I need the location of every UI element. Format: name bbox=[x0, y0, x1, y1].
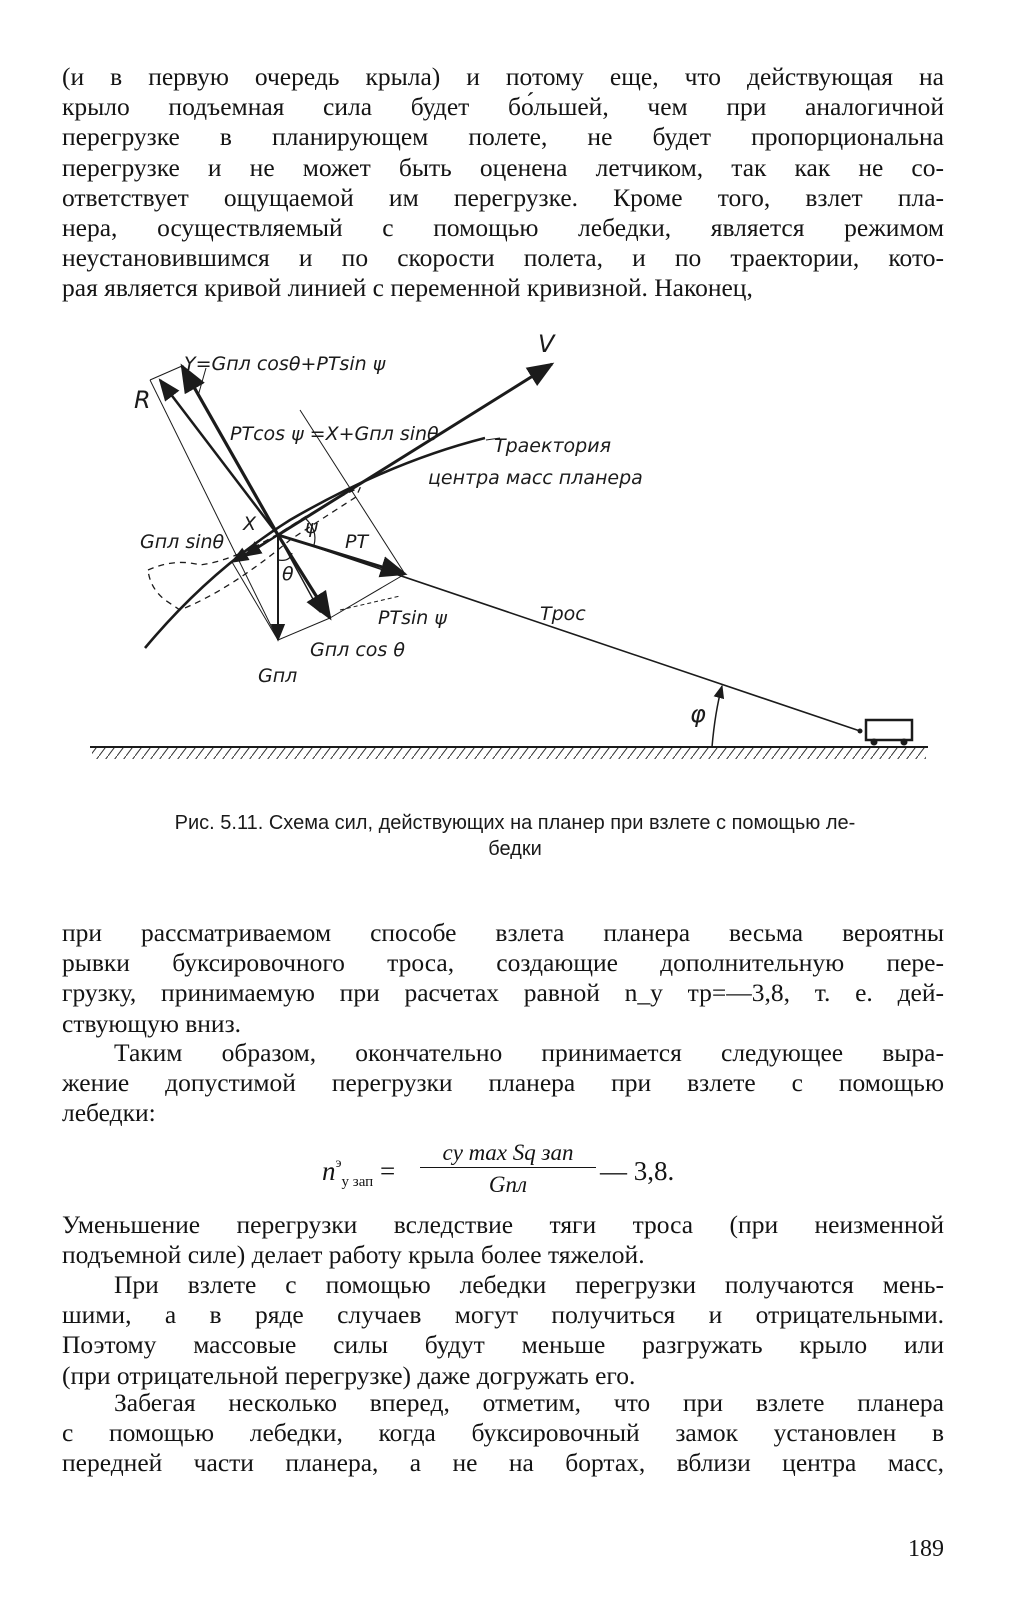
text-line: (и в первую очередь крыла) и потому еще, что действующая на bbox=[62, 62, 944, 91]
text-line: лебедки: bbox=[62, 1098, 156, 1128]
formula-numerator: cy max Sq зап bbox=[420, 1140, 596, 1168]
text-line: (при отрицательной перегрузке) даже догружать его. bbox=[62, 1360, 636, 1390]
label-g-cos: Gпл cos θ bbox=[310, 639, 405, 661]
text-line: Поэтому массовые силы будут меньше разгружать крыло или bbox=[62, 1330, 944, 1360]
text-line: шими, а в ряде случаев могут получиться и отрицательными. bbox=[62, 1300, 944, 1330]
text-line: жение допустимой перегрузки планера при взлете с помощью bbox=[62, 1068, 944, 1098]
paragraph-4 bbox=[62, 1210, 944, 1270]
text-line: перегрузке и не может быть оценена летчиком, так как не со- bbox=[62, 152, 944, 182]
formula-lhs: $n^э_{y зап}$ = bbox=[322, 1156, 396, 1190]
label-pt-sin: PТsin ψ bbox=[378, 607, 447, 629]
resultant-vector-r bbox=[160, 380, 278, 535]
text-line: ствующую вниз. bbox=[62, 1008, 242, 1038]
angle-phi-arc bbox=[712, 686, 722, 747]
label-r: R bbox=[134, 386, 151, 414]
text-line: грузку, принимаемую при расчетах равной n_y тр=—3,8, т. е. дей- bbox=[62, 978, 944, 1008]
label-g: Gпл bbox=[258, 665, 298, 687]
label-x: X bbox=[243, 513, 257, 535]
force-diagram bbox=[0, 310, 1030, 790]
label-psi: ψ bbox=[305, 516, 318, 538]
text-line: подъемной силе) делает работу крыла более тяжелой. bbox=[62, 1240, 645, 1270]
winch-vehicle-icon bbox=[858, 720, 913, 746]
tow-cable bbox=[280, 535, 860, 731]
formula-denominator: Gпл bbox=[488, 1172, 528, 1197]
construction-line bbox=[278, 618, 330, 640]
formula-fraction bbox=[420, 1140, 596, 1198]
label-pt: PТ bbox=[345, 531, 369, 553]
text-line: неустановившимся и по скорости полета, и по траектории, кото- bbox=[62, 243, 944, 273]
label-theta: θ bbox=[282, 563, 294, 585]
paragraph-2 bbox=[62, 918, 944, 1039]
text-line: ответствует ощущаемой им перегрузке. Кроме того, взлет пла- bbox=[62, 182, 944, 212]
label-v: V bbox=[538, 330, 555, 358]
construction-line bbox=[232, 562, 278, 640]
text-line: при рассматриваемом способе взлета планера весьма вероятны bbox=[62, 918, 944, 947]
text-line: передней части планера, а не на бортах, вблизи центра масс, bbox=[62, 1448, 944, 1478]
page-number: 189 bbox=[908, 1536, 944, 1562]
label-cable: Трос bbox=[540, 603, 586, 625]
text-line: Таким образом, окончательно принимается следующее выра- bbox=[114, 1038, 944, 1067]
lift-vector-y bbox=[182, 366, 278, 535]
text-line: Уменьшение перегрузки вследствие тяги троса (при неизменной bbox=[62, 1210, 944, 1239]
label-phi: φ bbox=[690, 700, 706, 728]
paragraph-6 bbox=[62, 1388, 944, 1479]
text-line: рывки буксировочного троса, создающие дополнительную пере- bbox=[62, 948, 944, 978]
label-pt-cos: PТcos ψ =X+Gпл sinθ bbox=[230, 423, 439, 445]
label-trajectory: центра масс планера bbox=[428, 467, 643, 489]
text-line: с помощью лебедки, когда буксировочный замок установлен в bbox=[62, 1418, 944, 1448]
text-line: При взлете с помощью лебедки перегрузки получаются мень- bbox=[114, 1270, 944, 1299]
figure-caption bbox=[80, 810, 950, 862]
label-g-sin: Gпл sinθ bbox=[140, 531, 225, 553]
formula-tail: — 3,8. bbox=[600, 1156, 675, 1186]
caption-line: Рис. 5.11. Схема сил, действующих на планер при взлете с помощью ле- bbox=[174, 812, 856, 834]
ground-hatching bbox=[92, 748, 926, 759]
caption-line: бедки bbox=[488, 838, 542, 860]
paragraph-1 bbox=[62, 62, 944, 304]
label-trajectory: Траектория bbox=[494, 435, 612, 457]
text-line: крыло подъемная сила будет бо́льшей, чем при аналогичной bbox=[62, 92, 944, 122]
paragraph-3 bbox=[62, 1038, 944, 1129]
paragraph-5 bbox=[62, 1270, 944, 1391]
text-line: нера, осуществляемый с помощью лебедки, является режимом bbox=[62, 213, 944, 243]
text-line: перегрузке в планирующем полете, не будет пропорциональна bbox=[62, 122, 944, 152]
text-line: рая является кривой линией с переменной кривизной. Наконец, bbox=[62, 273, 753, 303]
r-parallelogram-line bbox=[150, 366, 182, 380]
label-lift: Y=Gпл cosθ+PТsin ψ bbox=[184, 353, 386, 375]
text-line: Забегая несколько вперед, отметим, что при взлете планера bbox=[114, 1388, 944, 1417]
load-factor-formula bbox=[322, 1140, 742, 1202]
